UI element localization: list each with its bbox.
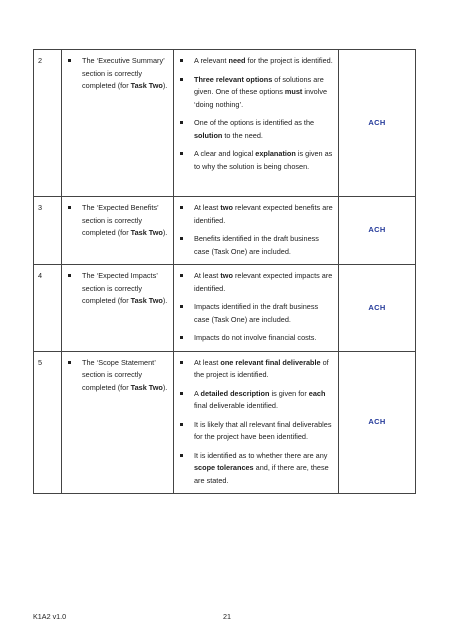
row-number: 2 xyxy=(34,50,62,197)
grade-label: ACH xyxy=(368,417,386,426)
criterion-text: is given as to why the solution is being chosen. xyxy=(194,149,333,171)
criterion-text: It is likely that all relevant final deliverables for the project have been identified. xyxy=(194,419,332,441)
criterion-emphasis: Three relevant options xyxy=(194,74,273,84)
criterion-text: Benefits identified in the draft business case (Task One) are included. xyxy=(194,234,319,256)
criterion-text: of the project is identified. xyxy=(194,357,329,379)
criterion-emphasis: scope tolerances xyxy=(194,463,254,472)
criterion-text: At least xyxy=(194,357,221,367)
criterion-text: and, if there are, these are stated. xyxy=(194,463,329,485)
criterion-emphasis: detailed description xyxy=(200,388,270,398)
criteria-cell xyxy=(174,265,339,352)
table-row xyxy=(34,351,416,494)
criterion-text: involve ‘doing nothing’. xyxy=(194,87,328,109)
criterion-bullet xyxy=(177,332,334,345)
bullet-icon xyxy=(180,59,183,62)
bullet-icon xyxy=(180,305,183,308)
criterion-bullet xyxy=(177,270,334,295)
criterion-bullet xyxy=(177,202,334,227)
task-text-end: ). xyxy=(162,382,168,392)
task-bullet xyxy=(65,270,169,308)
bullet-icon xyxy=(180,454,183,457)
table-body xyxy=(34,50,416,494)
task-text: The ‘Scope Statement’ section is correctly completed (for xyxy=(82,357,156,392)
task-name: Task Two xyxy=(130,81,163,90)
criterion-emphasis: one relevant final deliverable xyxy=(220,357,321,367)
table-row xyxy=(34,265,416,352)
task-cell xyxy=(62,50,174,197)
criterion-text: A relevant xyxy=(194,56,229,65)
task-bullet xyxy=(65,202,169,240)
bullet-icon xyxy=(180,336,183,339)
bullet-icon xyxy=(180,152,183,155)
criteria-cell xyxy=(174,197,339,265)
criterion-text: Impacts do not involve financial costs. xyxy=(194,333,317,342)
bullet-icon xyxy=(68,206,71,209)
criterion-bullet xyxy=(177,55,334,68)
criterion-emphasis: need xyxy=(228,56,246,65)
criteria-cell xyxy=(174,50,339,197)
criterion-text: One of the options is identified as the xyxy=(194,118,315,127)
bullet-icon xyxy=(180,423,183,426)
footer-document-code: K1A2 v1.0 xyxy=(33,612,67,621)
bullet-icon xyxy=(180,78,183,81)
criterion-text: It is identified as to whether there are any xyxy=(194,450,328,460)
grade-label: ACH xyxy=(368,117,386,127)
bullet-icon xyxy=(68,361,71,364)
criterion-text: A xyxy=(194,388,201,398)
bullet-icon xyxy=(180,274,183,277)
criterion-bullet xyxy=(177,450,334,488)
bullet-icon xyxy=(68,59,71,62)
criterion-text: At least xyxy=(194,203,221,212)
table-row xyxy=(34,50,416,197)
task-cell xyxy=(62,197,174,265)
bullet-icon xyxy=(180,121,183,124)
assessment-criteria-table xyxy=(33,49,416,494)
criterion-emphasis: two xyxy=(220,203,233,212)
criterion-emphasis: must xyxy=(284,87,303,96)
criterion-text: At least xyxy=(194,271,221,280)
task-name: Task Two xyxy=(130,228,163,237)
criterion-text: for the project is identified. xyxy=(245,56,333,65)
bullet-icon xyxy=(180,361,183,364)
bullet-icon xyxy=(180,237,183,240)
criterion-bullet xyxy=(177,74,334,112)
criterion-text: Impacts identified in the draft business case (Task One) are included. xyxy=(194,302,319,324)
task-bullet xyxy=(65,357,169,395)
task-text-end: ). xyxy=(162,81,168,90)
criterion-emphasis: each xyxy=(308,388,326,398)
task-cell xyxy=(62,265,174,352)
criterion-text: is given for xyxy=(269,388,309,398)
task-bullet xyxy=(65,55,169,93)
criterion-bullet xyxy=(177,357,334,382)
task-text: The ‘Executive Summary’ section is correctly completed (for xyxy=(82,56,165,90)
criterion-text: relevant expected impacts are identified. xyxy=(194,271,333,293)
criterion-text: to the need. xyxy=(222,130,263,140)
criterion-text: A clear and logical xyxy=(194,149,256,158)
bullet-icon xyxy=(180,392,183,395)
criteria-cell xyxy=(174,351,339,494)
grade-label: ACH xyxy=(368,225,386,235)
criterion-bullet xyxy=(177,148,334,173)
task-cell xyxy=(62,351,174,494)
table-row xyxy=(34,197,416,265)
criterion-emphasis: two xyxy=(220,271,233,280)
row-number: 3 xyxy=(34,197,62,265)
row-number: 5 xyxy=(34,351,62,494)
criterion-bullet xyxy=(177,419,334,444)
bullet-icon xyxy=(180,206,183,209)
footer-page-number: 21 xyxy=(223,612,231,621)
task-text: The ‘Expected Benefits’ section is correctly completed (for xyxy=(82,203,159,237)
criterion-emphasis: solution xyxy=(194,130,223,140)
task-text-end: ). xyxy=(162,296,168,305)
grade-cell xyxy=(339,50,416,197)
criterion-emphasis: explanation xyxy=(255,149,296,158)
criterion-bullet xyxy=(177,233,334,258)
grade-cell xyxy=(339,265,416,352)
grade-cell xyxy=(339,197,416,265)
criterion-text: final deliverable identified. xyxy=(194,401,278,410)
grade-cell xyxy=(339,351,416,494)
task-text: The ‘Expected Impacts’ section is correctly completed (for xyxy=(82,271,158,305)
bullet-icon xyxy=(68,274,71,277)
criterion-text: relevant expected benefits are identified. xyxy=(194,203,333,225)
criterion-bullet xyxy=(177,301,334,326)
criterion-text: of solutions are given. One of these options xyxy=(194,74,324,96)
grade-label: ACH xyxy=(368,302,386,312)
task-text-end: ). xyxy=(162,228,168,237)
criterion-bullet xyxy=(177,117,334,142)
row-number: 4 xyxy=(34,265,62,352)
task-name: Task Two xyxy=(130,382,163,392)
criterion-bullet xyxy=(177,388,334,413)
task-name: Task Two xyxy=(130,296,163,305)
